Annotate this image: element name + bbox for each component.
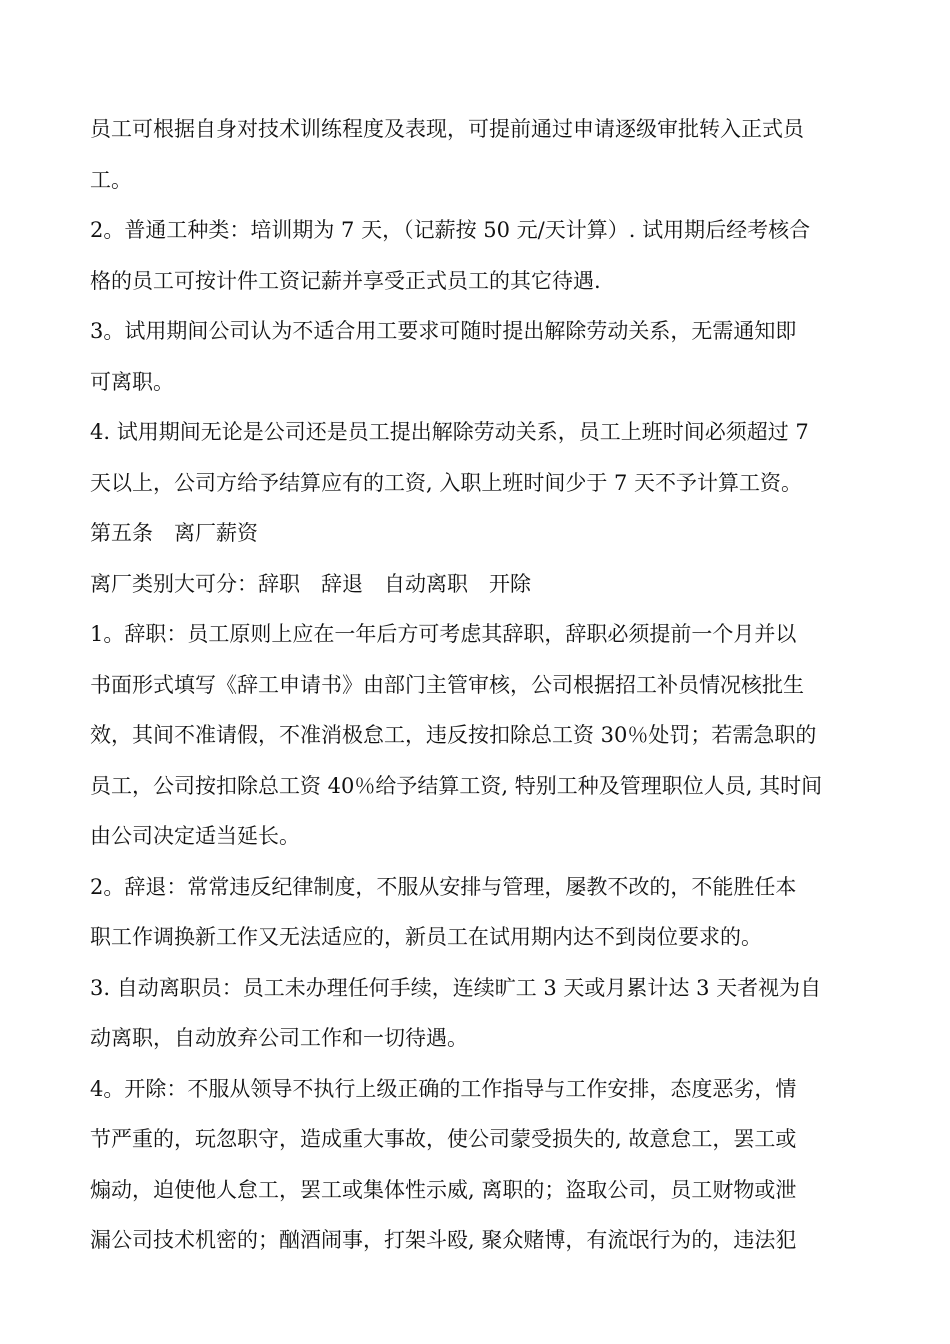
text-line: 动离职，自动放弃公司工作和一切待遇。 [90, 1026, 468, 1050]
text-line: 职工作调换新工作又无法适应的，新员工在试用期内达不到岗位要求的。 [90, 925, 762, 949]
text-line: 可离职。 [90, 369, 174, 394]
text-line: 1。辞职：员工原则上应在一年后方可考虑其辞职，辞职必须提前一个月并以 [90, 622, 797, 646]
text-line: 工。 [90, 167, 132, 192]
text-line: 煽动，迫使他人怠工，罢工或集体性示威, 离职的；盗取公司，员工财物或泄 [90, 1177, 797, 1202]
text-line: 效，其间不准请假，不准消极怠工，违反按扣除总工资 30％处罚；若需急职的 [90, 723, 817, 747]
text-line: 书面形式填写《辞工申请书》由部门主管审核，公司根据招工补员情况核批生 [90, 672, 804, 697]
text-line: 员工，公司按扣除总工资 40％给予结算工资, 特别工种及管理职位人员, 其时间 [90, 773, 823, 798]
text-line: 漏公司技术机密的；酗酒闹事，打架斗殴, 聚众赌博，有流氓行为的，违法犯 [90, 1228, 797, 1252]
text-line: 4. 试用期间无论是公司还是员工提出解除劳动关系，员工上班时间必须超过 7 [90, 420, 809, 444]
text-line: 3. 自动离职员：员工未办理任何手续，连续旷工 3 天或月累计达 3 天者视为自 [90, 975, 822, 1000]
document-body [90, 104, 865, 1266]
section-heading: 第五条 离厂薪资 [90, 521, 258, 545]
text-line: 3。试用期间公司认为不适合用工要求可随时提出解除劳动关系，无需通知即 [90, 319, 797, 343]
text-line: 2。普通工种类：培训期为 7 天，（记薪按 50 元/天计算）. 试用期后经考核合 [90, 218, 811, 242]
text-line: 格的员工可按计件工资记薪并享受正式员工的其它待遇. [90, 268, 601, 293]
text-line: 节严重的，玩忽职守，造成重大事故，使公司蒙受损失的, 故意怠工，罢工或 [90, 1127, 797, 1151]
text-line: 天以上，公司方给予结算应有的工资, 入职上班时间少于 7 天不予计算工资。 [90, 470, 803, 495]
text-line: 由公司决定适当延长。 [90, 824, 300, 848]
text-line: 2。辞退：常常违反纪律制度，不服从安排与管理，屡教不改的，不能胜任本 [90, 874, 797, 899]
text-line: 4。开除：不服从领导不执行上级正确的工作指导与工作安排，态度恶劣，情 [90, 1076, 797, 1101]
text-line: 离厂类别大可分：辞职 辞退 自动离职 开除 [90, 571, 531, 596]
text-line: 员工可根据自身对技术训练程度及表现，可提前通过申请逐级审批转入正式员 [90, 117, 804, 141]
